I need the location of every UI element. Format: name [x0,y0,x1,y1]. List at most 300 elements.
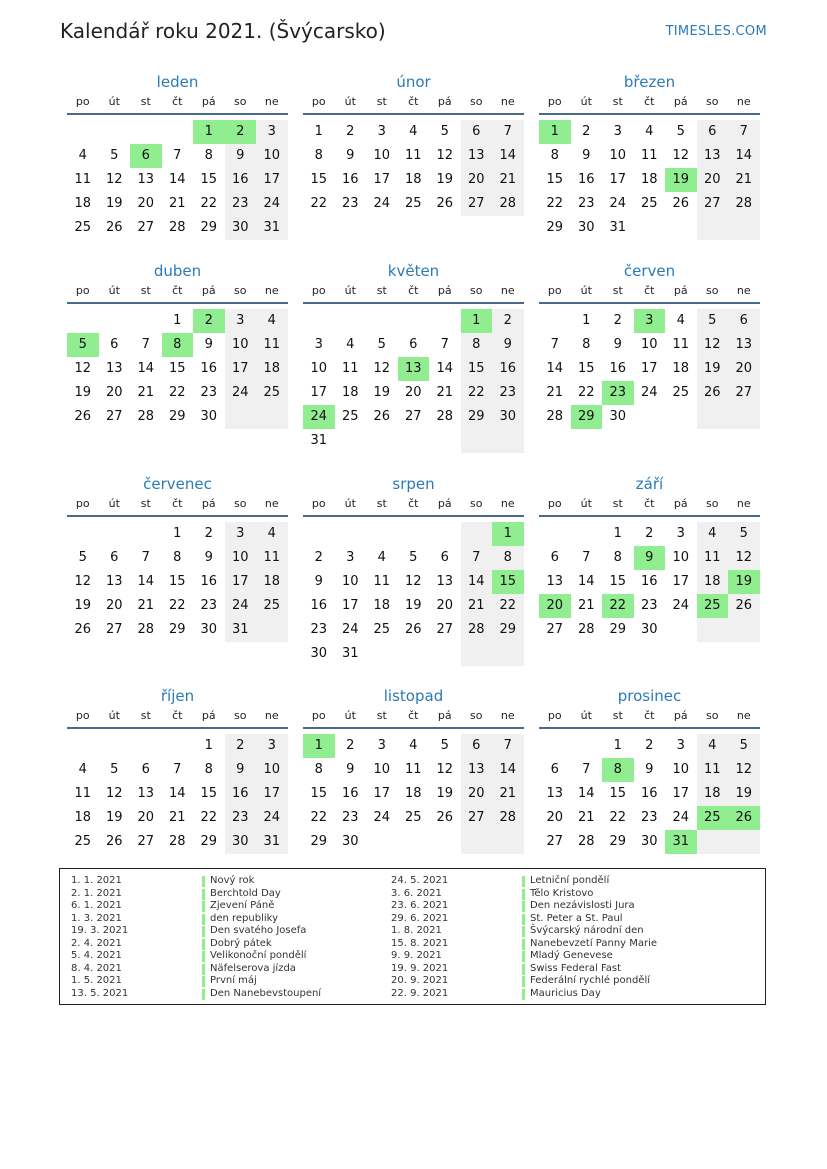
weekday-label: pá [201,497,216,510]
holiday-date: 1. 8. 2021 [391,925,442,936]
day-cell: 17 [640,361,658,376]
holiday-name: První máj [210,975,257,986]
day-cell: 23 [640,810,658,825]
holiday-name: Den Nanebevstoupení [210,987,322,999]
day-cell: 7 [503,738,512,753]
holiday-date: 19. 9. 2021 [391,962,449,974]
day-cell: 15 [200,172,218,187]
day-cell: 13 [105,574,123,589]
day-cell: 6 [409,337,418,352]
day-cell: 17 [373,786,391,801]
day-cell: 7 [173,148,182,163]
holiday-name: Švýcarský národní den [530,925,644,936]
weekday-label: st [140,497,151,510]
day-cell: 7 [739,124,748,139]
holiday-day-cell: 5 [67,333,99,357]
day-cell: 20 [703,172,721,187]
weekday-label: st [140,709,151,722]
weekday-label: po [547,709,562,722]
day-cell: 18 [640,172,658,187]
day-cell: 8 [314,148,323,163]
day-cell: 28 [499,810,517,825]
day-cell: 10 [263,762,281,777]
holiday-name: Dobrý pátek [210,937,272,949]
weekday-label: so [470,709,483,722]
holiday-marker [522,964,525,975]
holiday-legend [59,868,766,1005]
day-cell: 1 [204,738,213,753]
day-cell: 28 [168,220,186,235]
site-link[interactable]: TIMESLES.COM [665,24,767,39]
day-cell: 14 [577,786,595,801]
day-cell: 26 [703,385,721,400]
holiday-marker [522,914,525,925]
month-name: červenec [143,475,212,493]
day-cell: 27 [137,834,155,849]
day-cell: 28 [577,622,595,637]
day-cell: 8 [314,762,323,777]
weekday-label: st [140,284,151,297]
day-cell: 12 [672,148,690,163]
day-cell: 26 [436,810,454,825]
weekday-label: ne [736,709,751,722]
weekday-label: út [108,95,120,108]
day-cell: 13 [546,786,564,801]
weekday-label: čt [408,95,419,108]
day-cell: 7 [141,337,150,352]
weekday-label: st [376,497,387,510]
day-cell: 26 [672,196,690,211]
day-cell: 8 [582,337,591,352]
weekday-label: po [311,497,326,510]
day-cell: 14 [168,786,186,801]
day-cell: 27 [105,409,123,424]
holiday-name: Federální rychlé pondělí [530,975,651,986]
weekday-label: út [108,497,120,510]
day-cell: 29 [546,220,564,235]
day-cell: 15 [200,786,218,801]
weekday-label: so [470,497,483,510]
day-cell: 15 [168,361,186,376]
day-cell: 29 [609,834,627,849]
day-cell: 7 [582,762,591,777]
day-cell: 15 [577,361,595,376]
day-cell: 13 [436,574,454,589]
day-cell: 21 [577,598,595,613]
day-cell: 8 [204,148,213,163]
holiday-day-cell: 22 [602,594,634,618]
page-title: Kalendář roku 2021. (Švýcarsko) [60,19,386,43]
day-cell: 26 [74,409,92,424]
day-cell: 2 [645,526,654,541]
day-cell: 26 [105,834,123,849]
day-cell: 14 [577,574,595,589]
weekday-label: pá [201,284,216,297]
holiday-name: Zjevení Páně [210,900,275,911]
day-cell: 3 [676,526,685,541]
header-rule [539,727,760,729]
day-cell: 8 [613,550,622,565]
day-cell: 20 [404,385,422,400]
day-cell: 2 [314,550,323,565]
day-cell: 12 [703,337,721,352]
weekday-label: ne [736,284,751,297]
weekday-label: pá [437,95,452,108]
day-cell: 8 [472,337,481,352]
holiday-marker [202,964,205,975]
day-cell: 22 [467,385,485,400]
day-cell: 31 [263,834,281,849]
day-cell: 8 [173,550,182,565]
day-cell: 10 [263,148,281,163]
day-cell: 14 [436,361,454,376]
day-cell: 21 [577,810,595,825]
day-cell: 11 [373,574,391,589]
header-rule [539,515,760,517]
holiday-marker [522,926,525,937]
day-cell: 10 [609,148,627,163]
day-cell: 5 [676,124,685,139]
day-cell: 25 [341,409,359,424]
day-cell: 30 [310,646,328,661]
day-cell: 10 [231,337,249,352]
holiday-name: Den nezávislosti Jura [530,900,635,911]
day-cell: 23 [231,810,249,825]
day-cell: 25 [74,834,92,849]
weekday-label: so [706,497,719,510]
day-cell: 24 [672,810,690,825]
weekday-label: po [311,95,326,108]
holiday-marker [522,989,525,1000]
day-cell: 27 [735,385,753,400]
day-cell: 28 [137,622,155,637]
day-cell: 27 [546,834,564,849]
holiday-marker [202,889,205,900]
day-cell: 5 [409,550,418,565]
day-cell: 24 [373,810,391,825]
day-cell: 1 [173,313,182,328]
day-cell: 4 [409,124,418,139]
day-cell: 25 [404,810,422,825]
weekday-label: út [344,709,356,722]
weekday-label: čt [644,284,655,297]
day-cell: 18 [373,598,391,613]
holiday-day-cell: 6 [130,144,162,168]
day-cell: 7 [550,337,559,352]
day-cell: 4 [346,337,355,352]
day-cell: 1 [582,313,591,328]
header-rule [539,113,760,115]
weekday-label: ne [264,709,279,722]
day-cell: 4 [267,313,276,328]
day-cell: 24 [640,385,658,400]
day-cell: 14 [499,762,517,777]
day-cell: 23 [200,598,218,613]
holiday-marker [522,889,525,900]
day-cell: 30 [200,622,218,637]
day-cell: 30 [609,409,627,424]
day-cell: 4 [676,313,685,328]
day-cell: 15 [168,574,186,589]
day-cell: 15 [310,786,328,801]
holiday-name: Nový rok [210,875,255,886]
day-cell: 16 [609,361,627,376]
month-name: únor [396,73,431,91]
day-cell: 11 [640,148,658,163]
day-cell: 15 [310,172,328,187]
day-cell: 22 [499,598,517,613]
day-cell: 14 [546,361,564,376]
day-cell: 13 [546,574,564,589]
holiday-day-cell: 24 [303,405,335,429]
day-cell: 9 [236,762,245,777]
day-cell: 26 [404,622,422,637]
day-cell: 5 [739,526,748,541]
holiday-day-cell: 20 [539,594,571,618]
day-cell: 12 [735,550,753,565]
holiday-name: Letniční pondělí [530,875,610,886]
day-cell: 21 [499,786,517,801]
day-cell: 24 [341,622,359,637]
day-cell: 22 [310,810,328,825]
day-cell: 19 [436,172,454,187]
weekday-label: st [612,497,623,510]
day-cell: 3 [314,337,323,352]
day-cell: 20 [105,598,123,613]
weekday-label: pá [437,709,452,722]
day-cell: 21 [499,172,517,187]
day-cell: 24 [672,598,690,613]
holiday-date: 13. 5. 2021 [71,987,129,999]
holiday-day-cell: 8 [602,758,634,782]
day-cell: 22 [168,598,186,613]
holiday-date: 2. 1. 2021 [71,887,122,899]
day-cell: 27 [105,622,123,637]
holiday-marker [522,951,525,962]
day-cell: 9 [582,148,591,163]
holiday-name: Swiss Federal Fast [530,962,622,974]
day-cell: 2 [613,313,622,328]
day-cell: 19 [105,810,123,825]
weekday-label: čt [408,497,419,510]
weekday-label: st [376,284,387,297]
day-cell: 22 [200,810,218,825]
holiday-marker [202,926,205,937]
day-cell: 15 [467,361,485,376]
holiday-marker [202,951,205,962]
day-cell: 1 [613,526,622,541]
day-cell: 4 [377,550,386,565]
weekday-label: ne [736,497,751,510]
day-cell: 1 [173,526,182,541]
day-cell: 31 [310,433,328,448]
day-cell: 2 [346,124,355,139]
day-cell: 6 [550,762,559,777]
day-cell: 4 [708,738,717,753]
day-cell: 28 [546,409,564,424]
day-cell: 25 [263,598,281,613]
weekday-label: so [706,284,719,297]
day-cell: 26 [373,409,391,424]
day-cell: 26 [74,622,92,637]
day-cell: 15 [609,574,627,589]
day-cell: 5 [440,738,449,753]
day-cell: 26 [105,220,123,235]
month-name: listopad [383,687,444,705]
day-cell: 9 [204,550,213,565]
day-cell: 23 [499,385,517,400]
day-cell: 11 [341,361,359,376]
day-cell: 12 [74,361,92,376]
month-name: prosinec [617,687,682,705]
day-cell: 31 [341,646,359,661]
weekday-label: čt [172,497,183,510]
holiday-marker [522,876,525,887]
day-cell: 23 [200,385,218,400]
holiday-marker [202,976,205,987]
weekday-label: po [547,497,562,510]
holiday-marker [202,914,205,925]
day-cell: 3 [236,526,245,541]
day-cell: 2 [204,526,213,541]
day-cell: 4 [708,526,717,541]
day-cell: 26 [436,196,454,211]
weekday-label: ne [500,95,515,108]
day-cell: 28 [499,196,517,211]
weekday-label: st [612,284,623,297]
weekday-label: so [706,95,719,108]
weekday-label: čt [172,95,183,108]
day-cell: 17 [672,574,690,589]
holiday-marker [202,876,205,887]
day-cell: 21 [436,385,454,400]
day-cell: 6 [440,550,449,565]
day-cell: 4 [267,526,276,541]
day-cell: 25 [404,196,422,211]
day-cell: 21 [137,598,155,613]
day-cell: 27 [467,810,485,825]
day-cell: 22 [310,196,328,211]
day-cell: 29 [609,622,627,637]
weekday-label: po [75,497,90,510]
holiday-day-cell: 9 [634,546,666,570]
header-rule [67,727,288,729]
day-cell: 10 [672,550,690,565]
day-cell: 6 [110,550,119,565]
day-cell: 20 [137,196,155,211]
holiday-day-cell: 15 [492,570,524,594]
header-rule [67,515,288,517]
holiday-name: Den svatého Josefa [210,925,307,936]
weekday-label: ne [264,497,279,510]
weekday-label: pá [673,284,688,297]
weekday-label: čt [644,95,655,108]
weekday-label: pá [437,497,452,510]
holiday-date: 29. 6. 2021 [391,912,449,924]
month-name: říjen [160,687,195,705]
weekday-label: út [344,95,356,108]
day-cell: 12 [105,172,123,187]
month-name: březen [623,73,676,91]
day-cell: 13 [105,361,123,376]
weekday-label: út [344,497,356,510]
day-cell: 21 [467,598,485,613]
day-cell: 8 [503,550,512,565]
day-cell: 6 [550,550,559,565]
day-cell: 18 [404,172,422,187]
holiday-day-cell: 1 [193,120,225,144]
holiday-marker [202,989,205,1000]
weekday-label: út [108,284,120,297]
day-cell: 21 [546,385,564,400]
day-cell: 16 [341,786,359,801]
day-cell: 3 [267,738,276,753]
day-cell: 27 [546,622,564,637]
day-cell: 20 [546,810,564,825]
weekday-label: pá [201,709,216,722]
holiday-date: 1. 3. 2021 [71,912,122,924]
day-cell: 12 [404,574,422,589]
day-cell: 5 [440,124,449,139]
day-cell: 2 [582,124,591,139]
day-cell: 6 [708,124,717,139]
weekday-label: ne [264,95,279,108]
day-cell: 10 [640,337,658,352]
day-cell: 22 [609,810,627,825]
day-cell: 29 [499,622,517,637]
day-cell: 3 [267,124,276,139]
month-name: duben [153,262,202,280]
header-rule [67,113,288,115]
holiday-date: 24. 5. 2021 [391,875,449,886]
holiday-day-cell: 19 [728,570,760,594]
day-cell: 31 [263,220,281,235]
day-cell: 24 [231,598,249,613]
day-cell: 6 [472,738,481,753]
day-cell: 23 [577,196,595,211]
day-cell: 4 [78,762,87,777]
day-cell: 3 [377,124,386,139]
weekday-label: ne [264,284,279,297]
day-cell: 1 [613,738,622,753]
weekday-label: pá [673,95,688,108]
day-cell: 14 [137,574,155,589]
weekday-label: pá [201,95,216,108]
day-cell: 11 [703,762,721,777]
day-cell: 4 [78,148,87,163]
weekday-label: út [580,95,592,108]
weekday-label: čt [172,709,183,722]
day-cell: 25 [640,196,658,211]
header-rule [539,302,760,304]
holiday-name: den republiky [210,912,279,924]
holiday-marker [202,939,205,950]
holiday-date: 22. 9. 2021 [391,987,449,999]
day-cell: 11 [74,172,92,187]
day-cell: 27 [703,196,721,211]
weekday-label: pá [437,284,452,297]
day-cell: 9 [236,148,245,163]
day-cell: 25 [373,622,391,637]
weekday-label: st [612,95,623,108]
weekday-label: čt [172,284,183,297]
day-cell: 22 [200,196,218,211]
holiday-marker [522,939,525,950]
day-cell: 4 [409,738,418,753]
day-cell: 14 [168,172,186,187]
day-cell: 16 [577,172,595,187]
month-name: srpen [392,475,435,493]
